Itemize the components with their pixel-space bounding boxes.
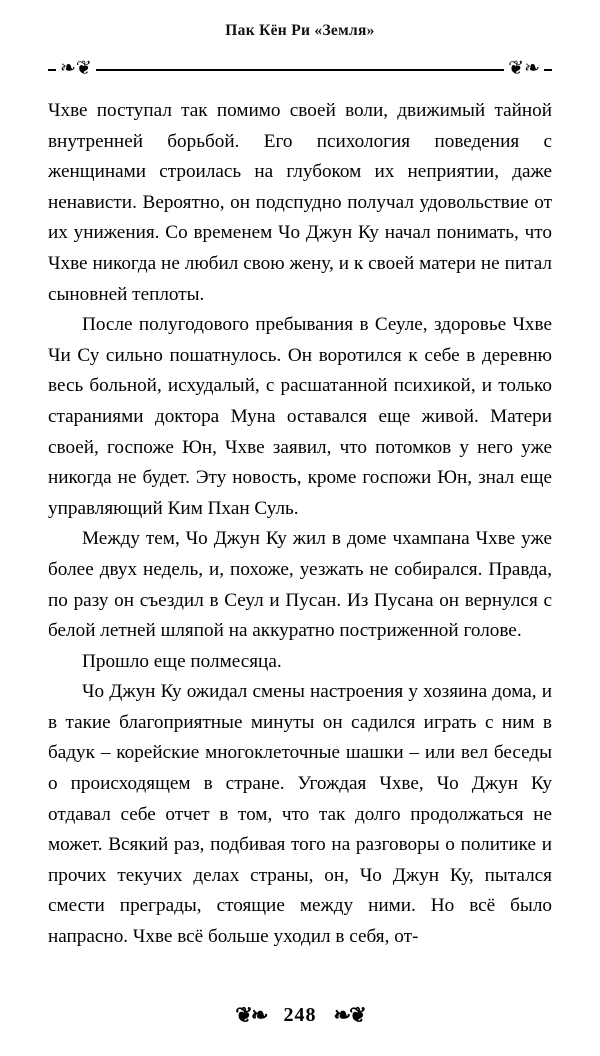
paragraph: Чо Джун Ку ожидал смены настроения у хозяина дома, и в такие благоприятные минуты он садился играть с ним в бадук – корейские многоклеточные шашки – или вел беседы о происходящем в стране. Угождая Чхве, Чо Джун Ку отдавал себе отчет в том, что так долго продолжаться не может. Всякий раз, подбивая того на разговоры о политике и прочих текучих делах страны, он, Чо Джун Ку, пытался смести преграды, стоящие между ними. Но всё было напрасно. Чхве всё больше уходил в себя, от- <box>48 681 552 948</box>
paragraph: Между тем, Чо Джун Ку жил в доме чхампана Чхве уже более двух недель, и, похоже, уезжать не собирался. Правда, по разу он съездил в Сеул и Пусан. Из Пусана он вернулся с белой летней шляпой на аккуратно постриженной голове. <box>48 528 552 642</box>
page-number: 248 <box>283 1004 317 1026</box>
divider-line <box>48 69 552 71</box>
paragraph: После полугодового пребывания в Сеуле, здоровье Чхве Чи Су сильно пошатнулось. Он воротился к себе в деревню весь больной, исхудалый, с расшатанной психикой, и только стараниями доктора Муна оставался еще живой. Матери своей, госпоже Юн, Чхве заявил, что потомков у него уже никогда не будет. Эту новость, кроме госпожи Юн, знал еще управляющий Ким Пхан Суль. <box>48 314 552 519</box>
running-head: Пак Кён Ри «Земля» <box>225 22 375 39</box>
body-text <box>48 80 552 953</box>
flourish-left-icon: ❧❦ <box>56 59 96 79</box>
footer-flourish-right-icon: ❧❦ <box>333 1003 365 1027</box>
paragraph: Чхве поступал так помимо своей воли, движимый тайной внутренней борьбой. Его психология поведения с женщинами строилась на глубоком их неприятии, даже ненависти. Вероятно, он подспудно получал удовольствие от их унижения. Со временем Чо Джун Ку начал понимать, что Чхве никогда не любил свою жену, и к своей матери не питал сыновней теплоты. <box>48 100 552 305</box>
book-page <box>0 22 600 1056</box>
header-divider <box>48 60 552 80</box>
page-footer <box>0 1003 600 1028</box>
paragraph: Прошло еще полмесяца. <box>82 650 282 672</box>
footer-flourish-left-icon: ❦❧ <box>235 1003 267 1027</box>
flourish-right-icon: ❦❧ <box>504 59 544 79</box>
